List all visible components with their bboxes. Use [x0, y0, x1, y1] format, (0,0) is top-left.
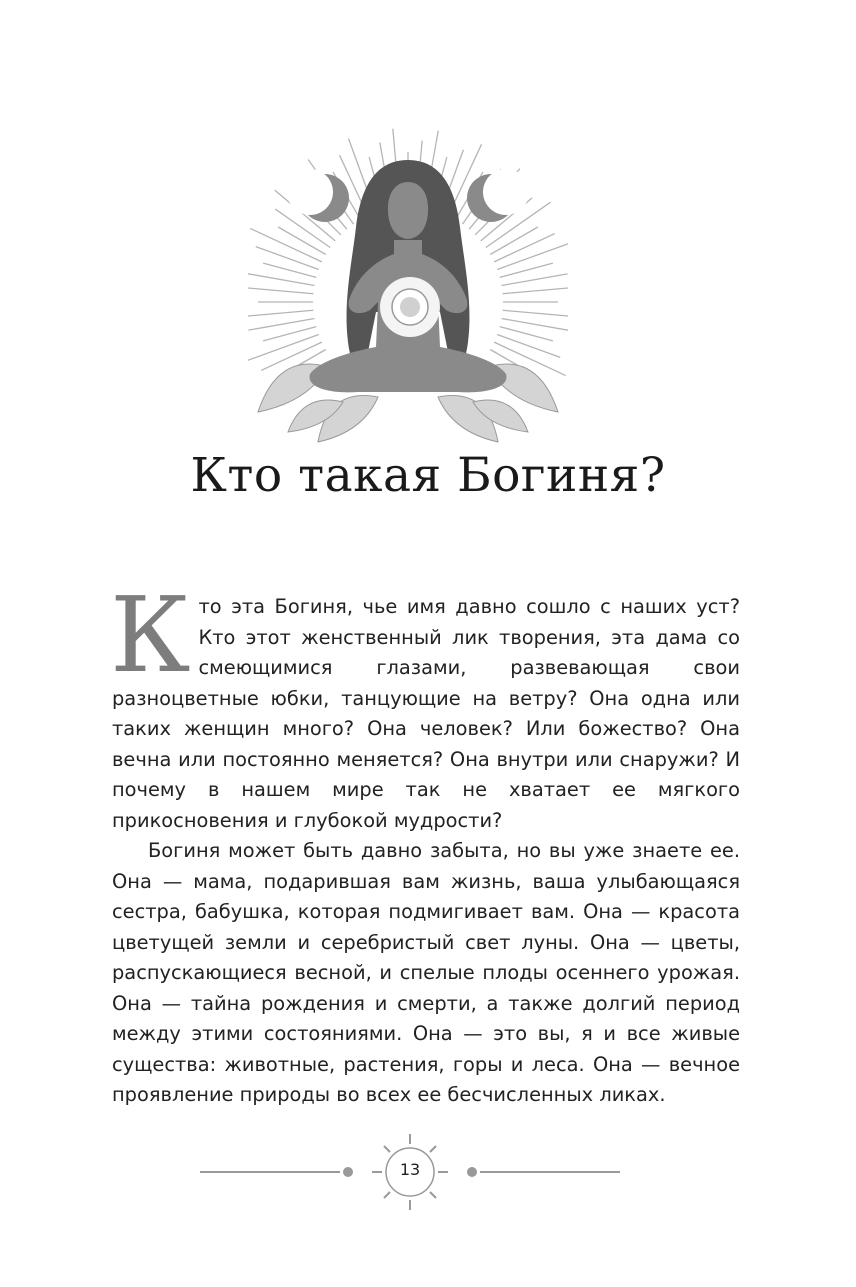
sun-ray [248, 288, 313, 294]
sun-ray [503, 287, 568, 294]
crescent-moon-left-icon [287, 169, 349, 222]
crescent-moon-right-icon [467, 169, 529, 222]
drop-cap: К [110, 574, 191, 696]
page-number: 13 [399, 1160, 421, 1179]
page-title: Кто такая Богиня? [190, 448, 666, 503]
sun-ray [502, 274, 568, 286]
sun-ray [248, 310, 313, 317]
article-body [110, 574, 740, 1111]
sun-ray [497, 334, 560, 357]
sun-ray [248, 318, 314, 330]
sun-orb-icon [380, 277, 440, 337]
sun-ray [503, 310, 568, 316]
sun-ray [256, 247, 319, 270]
meditating-goddess-illustration [248, 112, 568, 447]
sun-ray [278, 227, 326, 255]
paragraph-1-text: то эта Богиня, чье имя давно сошло с наших уст? Кто этот женственный лик творения, эта дама со смеющимися глазами, развевающая свои разноцветные юбки, танцующие на ветру? Она одна или таких женщин много? Она человек? Или божество? Она вечна или постоянно меняется? Она внутри или снаружи? И почему в нашем мире так не хватает ее мягкого прикосновения и глубокой мудрости? [112, 595, 740, 832]
sun-ray [490, 227, 538, 255]
paragraph-2: Богиня может быть давно забыта, но вы уже знаете ее. Она — мама, подарившая вам жизнь, ваша улыбающаяся сестра, бабушка, которая подмигивает вам. Она — красота цветущей земли и серебристый свет луны. Она — цветы, распускающиеся весной, и спелые плоды осеннего урожая. Она — тайна рождения и смерти, а также долгий период между этими состояниями. Она — это вы, я и все живые существа: животные, растения, горы и леса. Она — вечное проявление природы во всех ее бесчисленных ликах. [112, 839, 740, 1106]
paragraph-1 [110, 574, 740, 836]
